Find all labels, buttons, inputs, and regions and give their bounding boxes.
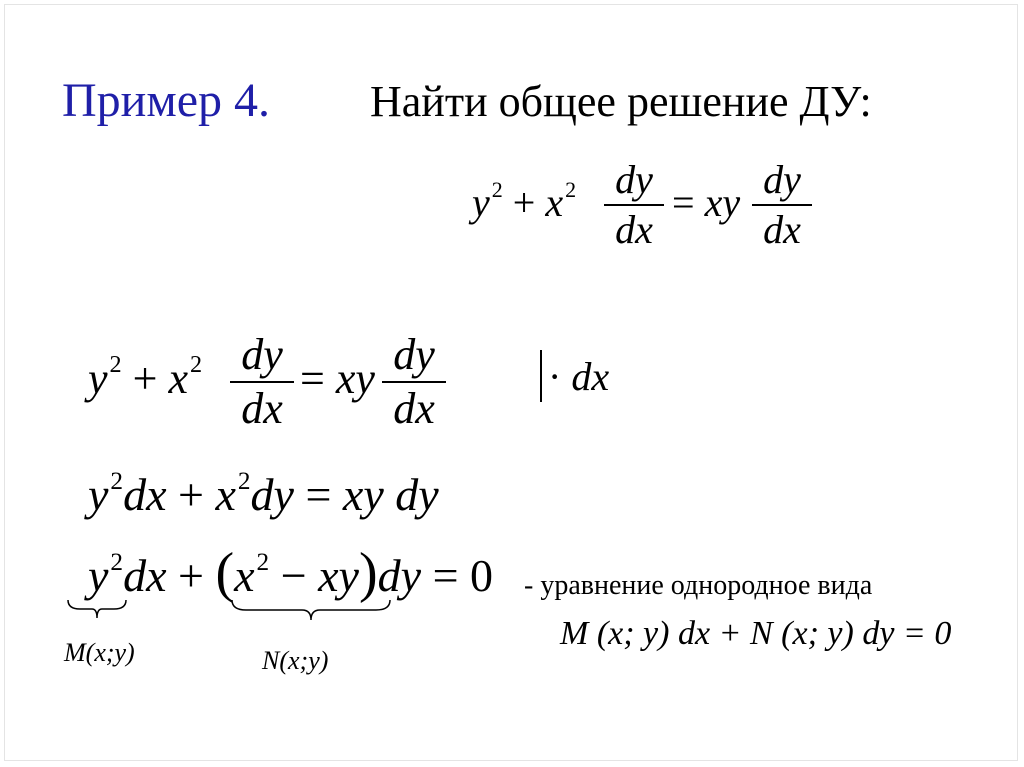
fraction-bar bbox=[230, 381, 294, 383]
task-text: Найти общее решение ДУ: bbox=[370, 77, 872, 126]
fraction-denominator: dx bbox=[393, 384, 435, 433]
fraction-numerator: dy bbox=[615, 157, 653, 202]
m-brace-icon bbox=[66, 598, 128, 620]
step2-equation: $y^2dx + x^2dy$ = xy dy bbox=[88, 466, 439, 520]
fraction-bar bbox=[752, 204, 812, 206]
given-lhs: $y^2 + x^2$ bbox=[472, 177, 577, 225]
step1-fraction-1 bbox=[230, 330, 294, 433]
fraction-bar bbox=[382, 381, 446, 383]
slide-title: Пример 4. bbox=[62, 74, 271, 127]
homogeneous-note: - уравнение однородное вида bbox=[524, 570, 873, 601]
step1-lhs: $y^2 + x^2$ bbox=[88, 351, 203, 403]
step3-equation: $y^2dx + (x^2 - xy)dy = 0$ bbox=[88, 542, 494, 604]
fraction-numerator: dy bbox=[763, 157, 801, 202]
fraction-numerator: dy bbox=[241, 330, 283, 379]
multiplier-bar bbox=[540, 350, 542, 402]
step1-eq: = xy bbox=[300, 354, 375, 403]
fraction-numerator: dy bbox=[393, 330, 435, 379]
n-brace-icon bbox=[230, 598, 392, 622]
fraction-bar bbox=[604, 204, 664, 206]
fraction-denominator: dx bbox=[763, 207, 801, 252]
fraction-denominator: dx bbox=[615, 207, 653, 252]
n-label: N(x;y) bbox=[262, 646, 329, 675]
step1-fraction-2 bbox=[382, 330, 446, 433]
step1-multiplier: · dx bbox=[548, 354, 610, 399]
general-form: M (x; y) dx + N (x; y) dy = 0 bbox=[560, 615, 952, 652]
given-fraction-1 bbox=[604, 157, 664, 252]
fraction-denominator: dx bbox=[241, 384, 283, 433]
m-label: M(x;y) bbox=[64, 638, 135, 667]
given-eq: = xy bbox=[672, 180, 741, 225]
given-fraction-2 bbox=[752, 157, 812, 252]
